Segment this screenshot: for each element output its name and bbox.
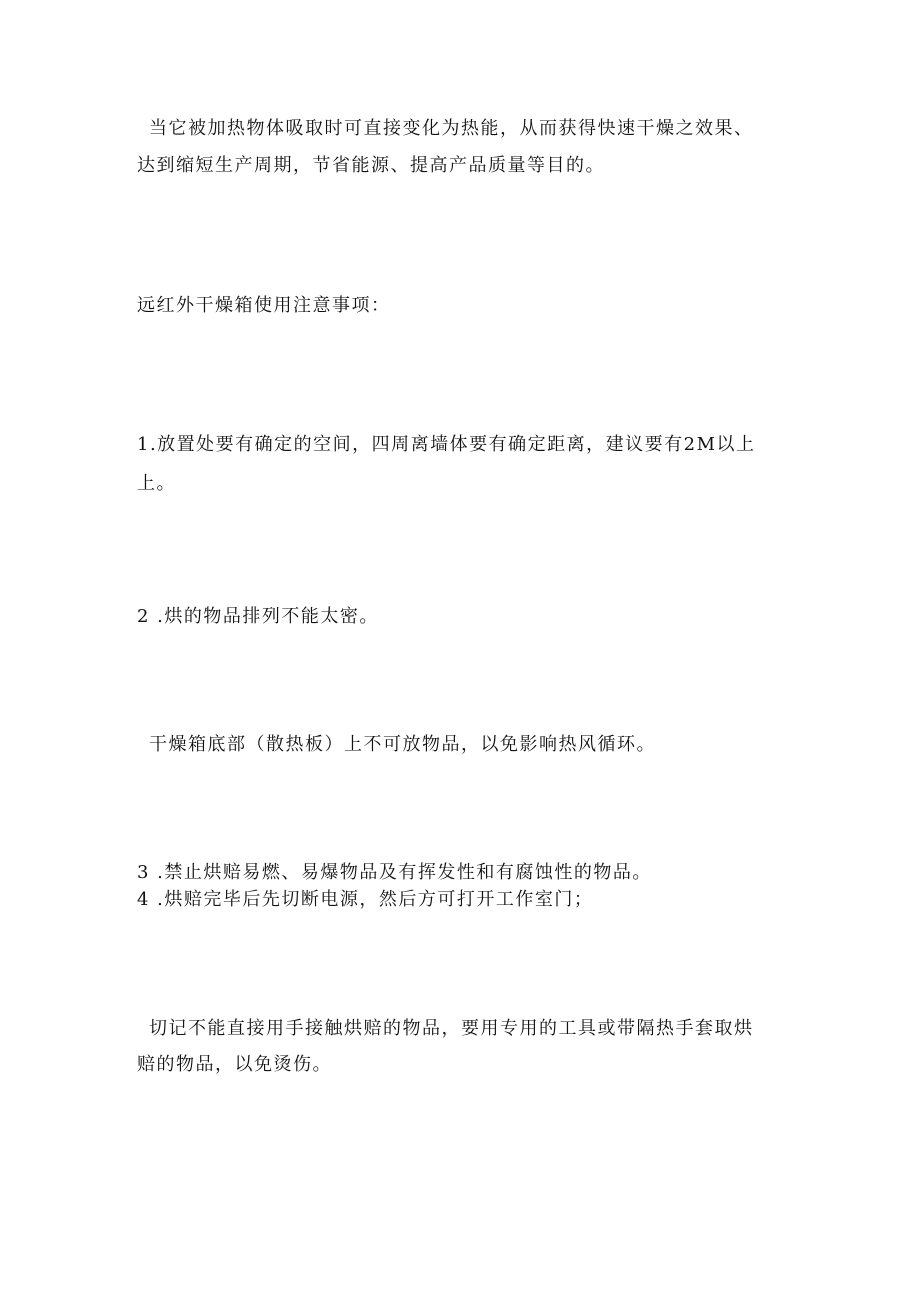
paragraph-line: 达到缩短生产周期，节省能源、提高产品质量等目的。 <box>137 155 605 176</box>
list-item-3: 3 .禁止烘赔易燃、易爆物品及有挥发性和有腐蚀性的物品。 <box>137 862 652 883</box>
note-paragraph: 干燥箱底部（散热板）上不可放物品，以免影响热风循环。 <box>149 734 656 755</box>
list-item-1-continued: 上。 <box>137 473 176 494</box>
list-item-4: 4 .烘赔完毕后先切断电源，然后方可打开工作室门； <box>137 889 594 910</box>
section-heading: 远红外干燥箱使用注意事项： <box>137 295 391 316</box>
list-item-2: 2 .烘的物品排列不能太密。 <box>137 606 379 627</box>
warning-paragraph: 切记不能直接用手接触烘赔的物品，要用专用的工具或带隔热手套取烘 <box>149 1018 754 1039</box>
list-item-1: 1.放置处要有确定的空间，四周离墙体要有确定距离，建议要有2M以上 <box>137 434 756 455</box>
paragraph-line: 当它被加热物体吸取时可直接变化为热能，从而获得快速干燥之效果、 <box>149 118 754 139</box>
warning-paragraph-continued: 赔的物品，以免烫伤。 <box>137 1054 332 1075</box>
